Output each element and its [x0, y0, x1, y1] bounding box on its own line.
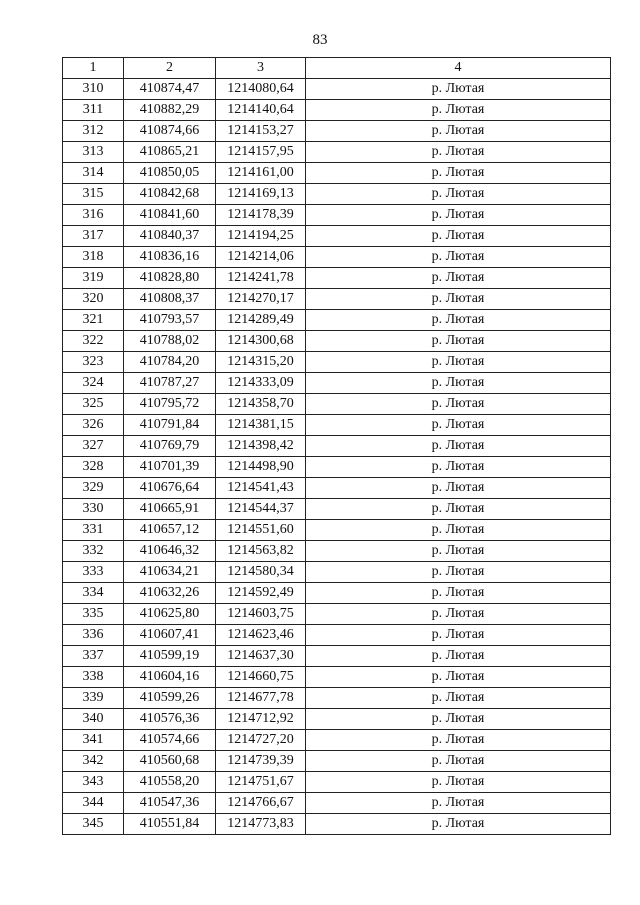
y-coordinate-cell: 1214637,30 [216, 646, 306, 667]
x-coordinate-cell: 410784,20 [124, 352, 216, 373]
table-row [63, 814, 611, 835]
table-row [63, 583, 611, 604]
description-cell: р. Лютая [306, 646, 611, 667]
x-coordinate-cell: 410836,16 [124, 247, 216, 268]
x-coordinate-cell: 410865,21 [124, 142, 216, 163]
table-row [63, 520, 611, 541]
point-number-cell: 334 [63, 583, 124, 604]
y-coordinate-cell: 1214592,49 [216, 583, 306, 604]
description-cell: р. Лютая [306, 79, 611, 100]
x-coordinate-cell: 410828,80 [124, 268, 216, 289]
description-cell: р. Лютая [306, 667, 611, 688]
description-cell: р. Лютая [306, 331, 611, 352]
point-number-cell: 342 [63, 751, 124, 772]
x-coordinate-cell: 410787,27 [124, 373, 216, 394]
point-number-cell: 314 [63, 163, 124, 184]
table-row [63, 499, 611, 520]
x-coordinate-cell: 410882,29 [124, 100, 216, 121]
table-row [63, 562, 611, 583]
description-cell: р. Лютая [306, 394, 611, 415]
y-coordinate-cell: 1214140,64 [216, 100, 306, 121]
point-number-cell: 345 [63, 814, 124, 835]
description-cell: р. Лютая [306, 688, 611, 709]
header-row [63, 58, 611, 79]
x-coordinate-cell: 410657,12 [124, 520, 216, 541]
point-number-cell: 326 [63, 415, 124, 436]
y-coordinate-cell: 1214333,09 [216, 373, 306, 394]
x-coordinate-cell: 410842,68 [124, 184, 216, 205]
table-row [63, 163, 611, 184]
y-coordinate-cell: 1214398,42 [216, 436, 306, 457]
table-row [63, 100, 611, 121]
x-coordinate-cell: 410769,79 [124, 436, 216, 457]
table-row [63, 478, 611, 499]
x-coordinate-cell: 410788,02 [124, 331, 216, 352]
point-number-cell: 311 [63, 100, 124, 121]
description-cell: р. Лютая [306, 562, 611, 583]
table-row [63, 457, 611, 478]
point-number-cell: 335 [63, 604, 124, 625]
header-cell-point-number: 1 [63, 58, 124, 79]
description-cell: р. Лютая [306, 520, 611, 541]
point-number-cell: 344 [63, 793, 124, 814]
description-cell: р. Лютая [306, 457, 611, 478]
point-number-cell: 329 [63, 478, 124, 499]
x-coordinate-cell: 410676,64 [124, 478, 216, 499]
y-coordinate-cell: 1214300,68 [216, 331, 306, 352]
point-number-cell: 323 [63, 352, 124, 373]
y-coordinate-cell: 1214178,39 [216, 205, 306, 226]
point-number-cell: 333 [63, 562, 124, 583]
description-cell: р. Лютая [306, 226, 611, 247]
description-cell: р. Лютая [306, 352, 611, 373]
x-coordinate-cell: 410840,37 [124, 226, 216, 247]
table-body [63, 79, 611, 835]
point-number-cell: 330 [63, 499, 124, 520]
x-coordinate-cell: 410850,05 [124, 163, 216, 184]
y-coordinate-cell: 1214727,20 [216, 730, 306, 751]
table-row [63, 142, 611, 163]
description-cell: р. Лютая [306, 709, 611, 730]
point-number-cell: 331 [63, 520, 124, 541]
y-coordinate-cell: 1214773,83 [216, 814, 306, 835]
table-row [63, 394, 611, 415]
table-header [63, 58, 611, 79]
y-coordinate-cell: 1214603,75 [216, 604, 306, 625]
y-coordinate-cell: 1214289,49 [216, 310, 306, 331]
x-coordinate-cell: 410632,26 [124, 583, 216, 604]
table-row [63, 667, 611, 688]
point-number-cell: 336 [63, 625, 124, 646]
point-number-cell: 313 [63, 142, 124, 163]
point-number-cell: 316 [63, 205, 124, 226]
y-coordinate-cell: 1214157,95 [216, 142, 306, 163]
x-coordinate-cell: 410793,57 [124, 310, 216, 331]
y-coordinate-cell: 1214080,64 [216, 79, 306, 100]
y-coordinate-cell: 1214214,06 [216, 247, 306, 268]
table-row [63, 646, 611, 667]
table-row [63, 79, 611, 100]
table-row [63, 772, 611, 793]
description-cell: р. Лютая [306, 772, 611, 793]
description-cell: р. Лютая [306, 604, 611, 625]
x-coordinate-cell: 410795,72 [124, 394, 216, 415]
table-row [63, 205, 611, 226]
x-coordinate-cell: 410576,36 [124, 709, 216, 730]
x-coordinate-cell: 410874,47 [124, 79, 216, 100]
y-coordinate-cell: 1214739,39 [216, 751, 306, 772]
x-coordinate-cell: 410701,39 [124, 457, 216, 478]
table-row [63, 331, 611, 352]
point-number-cell: 312 [63, 121, 124, 142]
y-coordinate-cell: 1214541,43 [216, 478, 306, 499]
table-row [63, 226, 611, 247]
y-coordinate-cell: 1214551,60 [216, 520, 306, 541]
table-row [63, 121, 611, 142]
description-cell: р. Лютая [306, 205, 611, 226]
table-row [63, 751, 611, 772]
point-number-cell: 321 [63, 310, 124, 331]
y-coordinate-cell: 1214563,82 [216, 541, 306, 562]
table-row [63, 247, 611, 268]
description-cell: р. Лютая [306, 121, 611, 142]
table-row [63, 688, 611, 709]
description-cell: р. Лютая [306, 625, 611, 646]
y-coordinate-cell: 1214358,70 [216, 394, 306, 415]
table-row [63, 604, 611, 625]
x-coordinate-cell: 410547,36 [124, 793, 216, 814]
description-cell: р. Лютая [306, 415, 611, 436]
table-row [63, 793, 611, 814]
y-coordinate-cell: 1214751,67 [216, 772, 306, 793]
table-row [63, 541, 611, 562]
x-coordinate-cell: 410841,60 [124, 205, 216, 226]
x-coordinate-cell: 410646,32 [124, 541, 216, 562]
y-coordinate-cell: 1214623,46 [216, 625, 306, 646]
x-coordinate-cell: 410599,26 [124, 688, 216, 709]
point-number-cell: 320 [63, 289, 124, 310]
description-cell: р. Лютая [306, 142, 611, 163]
y-coordinate-cell: 1214580,34 [216, 562, 306, 583]
y-coordinate-cell: 1214194,25 [216, 226, 306, 247]
point-number-cell: 315 [63, 184, 124, 205]
description-cell: р. Лютая [306, 478, 611, 499]
x-coordinate-cell: 410604,16 [124, 667, 216, 688]
description-cell: р. Лютая [306, 730, 611, 751]
point-number-cell: 324 [63, 373, 124, 394]
point-number-cell: 338 [63, 667, 124, 688]
x-coordinate-cell: 410560,68 [124, 751, 216, 772]
description-cell: р. Лютая [306, 373, 611, 394]
y-coordinate-cell: 1214766,67 [216, 793, 306, 814]
y-coordinate-cell: 1214241,78 [216, 268, 306, 289]
x-coordinate-cell: 410574,66 [124, 730, 216, 751]
point-number-cell: 343 [63, 772, 124, 793]
description-cell: р. Лютая [306, 814, 611, 835]
table-row [63, 289, 611, 310]
description-cell: р. Лютая [306, 499, 611, 520]
x-coordinate-cell: 410791,84 [124, 415, 216, 436]
point-number-cell: 339 [63, 688, 124, 709]
x-coordinate-cell: 410625,80 [124, 604, 216, 625]
table-row [63, 268, 611, 289]
point-number-cell: 337 [63, 646, 124, 667]
point-number-cell: 327 [63, 436, 124, 457]
y-coordinate-cell: 1214544,37 [216, 499, 306, 520]
description-cell: р. Лютая [306, 436, 611, 457]
point-number-cell: 319 [63, 268, 124, 289]
y-coordinate-cell: 1214270,17 [216, 289, 306, 310]
description-cell: р. Лютая [306, 247, 611, 268]
table-row [63, 310, 611, 331]
point-number-cell: 328 [63, 457, 124, 478]
page-number: 83 [312, 32, 328, 48]
point-number-cell: 332 [63, 541, 124, 562]
description-cell: р. Лютая [306, 163, 611, 184]
x-coordinate-cell: 410551,84 [124, 814, 216, 835]
description-cell: р. Лютая [306, 541, 611, 562]
y-coordinate-cell: 1214161,00 [216, 163, 306, 184]
table-row [63, 352, 611, 373]
description-cell: р. Лютая [306, 268, 611, 289]
table-row [63, 436, 611, 457]
x-coordinate-cell: 410634,21 [124, 562, 216, 583]
point-number-cell: 325 [63, 394, 124, 415]
y-coordinate-cell: 1214498,90 [216, 457, 306, 478]
table-row [63, 373, 611, 394]
description-cell: р. Лютая [306, 793, 611, 814]
point-number-cell: 310 [63, 79, 124, 100]
point-number-cell: 341 [63, 730, 124, 751]
table-row [63, 415, 611, 436]
description-cell: р. Лютая [306, 289, 611, 310]
x-coordinate-cell: 410607,41 [124, 625, 216, 646]
x-coordinate-cell: 410599,19 [124, 646, 216, 667]
y-coordinate-cell: 1214660,75 [216, 667, 306, 688]
description-cell: р. Лютая [306, 751, 611, 772]
point-number-cell: 322 [63, 331, 124, 352]
table-row [63, 730, 611, 751]
header-cell-description: 4 [306, 58, 611, 79]
table-row [63, 184, 611, 205]
description-cell: р. Лютая [306, 583, 611, 604]
y-coordinate-cell: 1214153,27 [216, 121, 306, 142]
description-cell: р. Лютая [306, 184, 611, 205]
point-number-cell: 318 [63, 247, 124, 268]
x-coordinate-cell: 410874,66 [124, 121, 216, 142]
header-cell-y: 3 [216, 58, 306, 79]
y-coordinate-cell: 1214169,13 [216, 184, 306, 205]
table-row [63, 625, 611, 646]
y-coordinate-cell: 1214381,15 [216, 415, 306, 436]
description-cell: р. Лютая [306, 310, 611, 331]
description-cell: р. Лютая [306, 100, 611, 121]
table-row [63, 709, 611, 730]
y-coordinate-cell: 1214677,78 [216, 688, 306, 709]
x-coordinate-cell: 410558,20 [124, 772, 216, 793]
point-number-cell: 340 [63, 709, 124, 730]
x-coordinate-cell: 410808,37 [124, 289, 216, 310]
y-coordinate-cell: 1214712,92 [216, 709, 306, 730]
coordinates-table [62, 57, 611, 835]
header-cell-x: 2 [124, 58, 216, 79]
y-coordinate-cell: 1214315,20 [216, 352, 306, 373]
x-coordinate-cell: 410665,91 [124, 499, 216, 520]
point-number-cell: 317 [63, 226, 124, 247]
